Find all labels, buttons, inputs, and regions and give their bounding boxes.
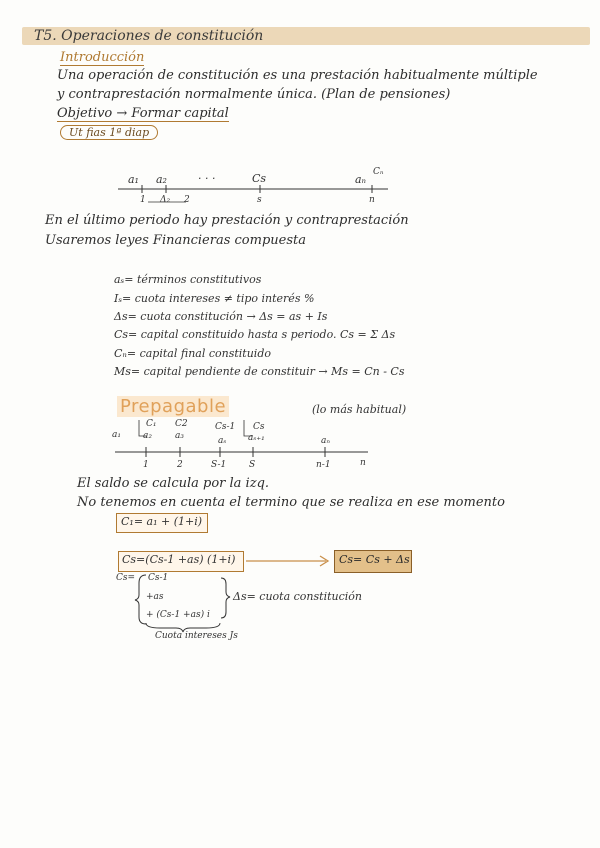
para1-line-1: En el último periodo hay prestación y contraprestación bbox=[45, 213, 409, 228]
definition-2: Iₛ= cuota intereses ≠ tipo interés % bbox=[114, 292, 315, 305]
tl2-c1: C₁ bbox=[146, 419, 157, 429]
intro-line-1: Una operación de constitución es una prestación habitualmente múltiple bbox=[57, 68, 538, 83]
tl2-as1: aₛ₊₁ bbox=[248, 433, 265, 443]
definition-1: aₛ= términos constitutivos bbox=[114, 273, 262, 286]
para1-line-2: Usaremos leyes Financieras compuesta bbox=[45, 233, 306, 248]
prepagable-note: (lo más habitual) bbox=[312, 403, 407, 416]
under-note: Cuota intereses Js bbox=[155, 631, 238, 641]
definition-5: Cₙ= capital final constituido bbox=[114, 347, 271, 360]
tl2-ts1: S-1 bbox=[211, 460, 227, 470]
brace-note: Δs= cuota constitución bbox=[233, 590, 362, 603]
brace-line-1: Cs-1 bbox=[148, 573, 169, 583]
brace-line-2: +as bbox=[146, 592, 164, 602]
tl1-dots: · · · bbox=[198, 172, 216, 185]
tl2-a3: a₃ bbox=[175, 431, 184, 441]
tl1-cs: Cs bbox=[252, 172, 267, 185]
tl2-t2: 2 bbox=[177, 460, 183, 470]
tl2-cs: Cs bbox=[253, 422, 265, 432]
prepagable-heading: Prepagable bbox=[117, 396, 229, 417]
formula-cs: Cs=(Cs-1 +as) (1+i) bbox=[122, 553, 236, 566]
tl2-a1: a₁ bbox=[112, 430, 121, 440]
brace-head: Cs= bbox=[116, 573, 136, 583]
tl1-n: n bbox=[369, 195, 375, 205]
objective-line: Objetivo → Formar capital bbox=[57, 106, 229, 121]
slide-note: Ut fias 1ª diap bbox=[60, 125, 158, 140]
intro-heading: Introducción bbox=[60, 50, 145, 65]
tl1-an: aₙ bbox=[355, 173, 367, 186]
tl2-tn: n bbox=[360, 458, 366, 468]
page-title: T5. Operaciones de constitución bbox=[34, 28, 264, 44]
definition-3: Δs= cuota constitución → Δs = as + Is bbox=[114, 310, 328, 323]
tl2-t1: 1 bbox=[143, 460, 149, 470]
intro-line-2: y contraprestación normalmente única. (Plan de pensiones) bbox=[57, 87, 451, 102]
definition-4: Cs= capital constituido hasta s periodo. Cs = Σ Δs bbox=[114, 328, 396, 341]
tl1-delta: Δ₂ bbox=[160, 195, 171, 205]
definition-6: Ms= capital pendiente de constituir → Ms = Cn - Cs bbox=[114, 365, 405, 378]
brace-line-3: + (Cs-1 +as) i bbox=[146, 610, 210, 620]
tl2-cs1: Cs-1 bbox=[215, 422, 236, 432]
tl2-a2: a₂ bbox=[143, 431, 152, 441]
tl1-a2: a₂ bbox=[156, 173, 167, 186]
tl1-cn: Cₙ bbox=[373, 167, 384, 177]
para2-line-1: El saldo se calcula por la izq. bbox=[77, 476, 270, 491]
tl1-t2: 2 bbox=[184, 195, 190, 205]
tl2-an: aₙ bbox=[321, 436, 331, 446]
tl2-as: aₛ bbox=[218, 436, 227, 446]
tl1-s: s bbox=[257, 195, 262, 205]
formula-result: Cs= Cs + Δs bbox=[339, 553, 410, 566]
para2-line-2: No tenemos en cuenta el termino que se realiza en ese momento bbox=[77, 495, 505, 510]
formula-c1: C₁= a₁ + (1+i) bbox=[121, 515, 203, 528]
tl1-t1: 1 bbox=[140, 195, 146, 205]
tl2-ts: S bbox=[249, 460, 256, 470]
tl1-a1: a₁ bbox=[128, 173, 139, 186]
tl2-tn1: n-1 bbox=[316, 460, 331, 470]
tl2-c2: C2 bbox=[175, 419, 188, 429]
